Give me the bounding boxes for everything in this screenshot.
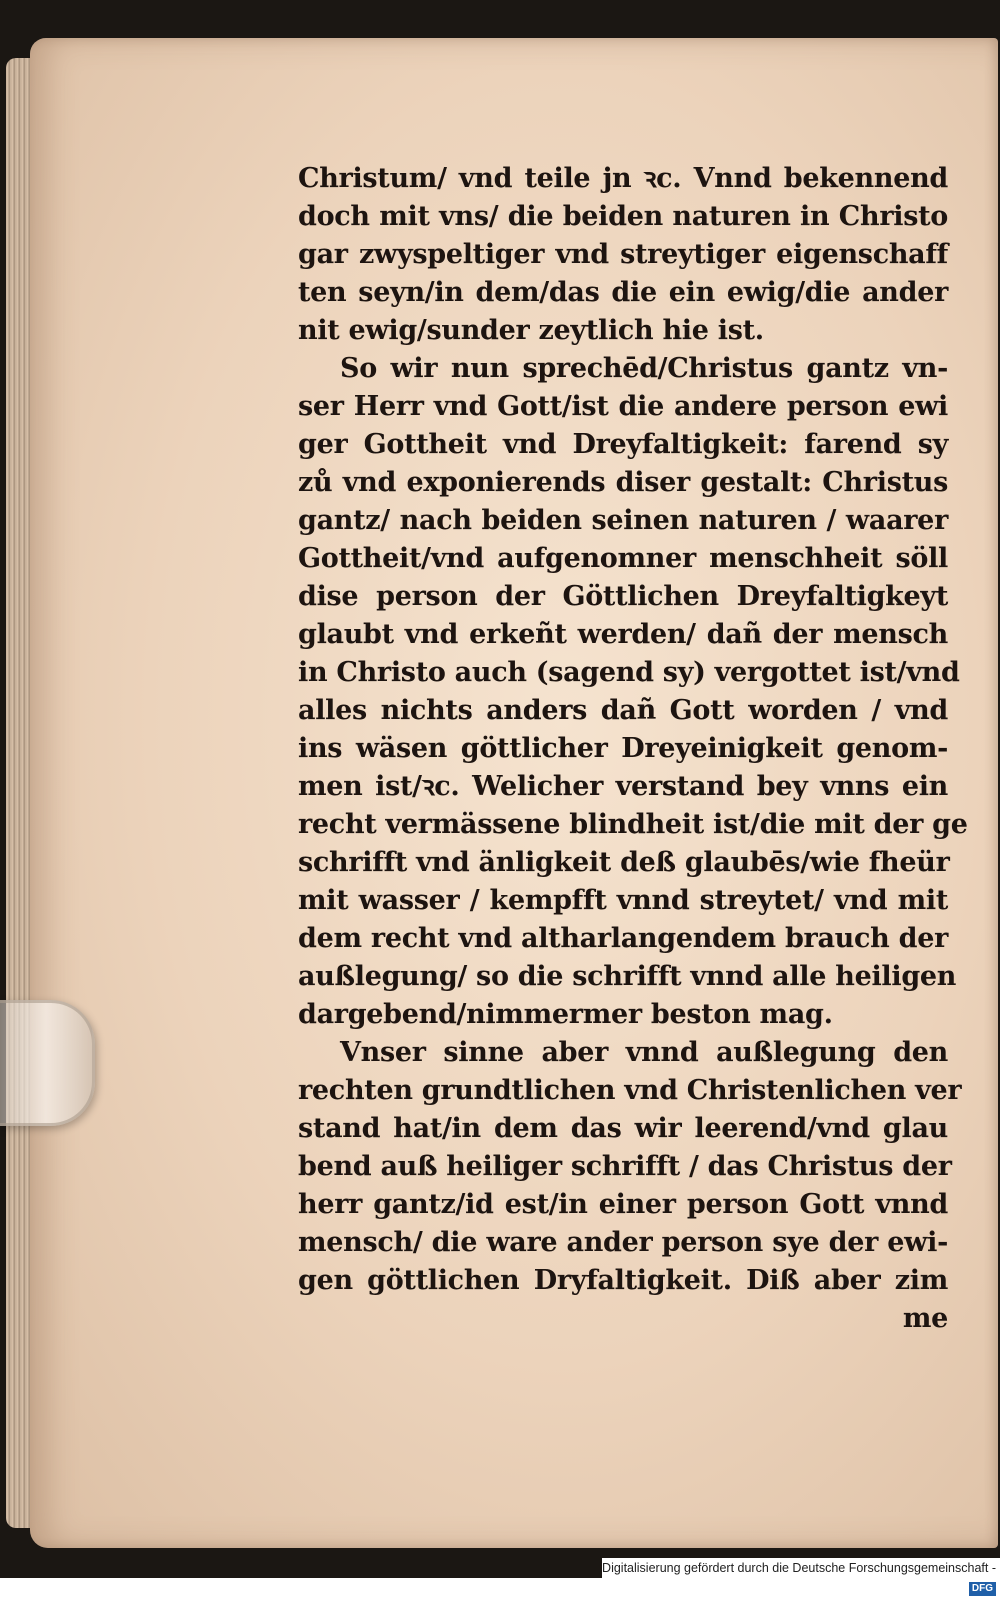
credit-text: Digitalisierung gefördert durch die Deutsche Forschungsgemeinschaft - bbox=[602, 1561, 996, 1575]
text-line: men ist/ꝛc. Welicher verstand bey vnns ein bbox=[298, 771, 948, 802]
text-line: recht vermässene blindheit ist/die mit der ge bbox=[298, 809, 968, 840]
text-line: ins wäsen göttlicher Dreyeinigkeit genom- bbox=[298, 733, 948, 764]
text-line: gar zwyspeltiger vnd streytiger eigenschaff bbox=[298, 239, 948, 270]
text-line: dem recht vnd altharlangendem brauch der bbox=[298, 923, 948, 954]
dfg-logo: DFG bbox=[969, 1582, 996, 1596]
text-line: ten seyn/in dem/das die ein ewig/die ander bbox=[298, 277, 948, 308]
catchword: me bbox=[902, 1303, 948, 1334]
text-line: zů vnd exponierends diser gestalt: Christus bbox=[298, 467, 948, 498]
digitization-credit bbox=[602, 1558, 1000, 1594]
text-line: stand hat/in dem das wir leerend/vnd glau bbox=[298, 1113, 948, 1144]
text-line: Gottheit/vnd aufgenomner menschheit söll bbox=[298, 543, 948, 574]
text-line: Christum/ vnd teile jn ꝛc. Vnnd bekennend bbox=[298, 163, 948, 194]
text-line: nit ewig/sunder zeytlich hie ist. bbox=[298, 315, 764, 346]
text-line: herr gantz/id est/in einer person Gott vnnd bbox=[298, 1189, 948, 1220]
text-line: schrifft vnd änligkeit deß glaubēs/wie fheür bbox=[298, 847, 950, 878]
text-line: in Christo auch (sagend sy) vergottet ist/vnd bbox=[298, 657, 960, 688]
text-line: mit wasser / kempfft vnnd streytet/ vnd mit bbox=[298, 885, 948, 916]
text-line: bend auß heiliger schrifft / das Christus der bbox=[298, 1151, 952, 1182]
text-line: dise person der Göttlichen Dreyfaltigkeyt bbox=[298, 581, 948, 612]
text-line: gen göttlichen Dryfaltigkeit. Diß aber zim bbox=[298, 1265, 948, 1296]
page-clip bbox=[0, 1000, 95, 1126]
text-line: außlegung/ so die schrifft vnnd alle heiligen bbox=[298, 961, 957, 992]
text-line: glaubt vnd erkeñt werden/ dañ der mensch bbox=[298, 619, 948, 650]
text-line: dargebend/nimmermer beston mag. bbox=[298, 999, 833, 1030]
text-line: ger Gottheit vnd Dreyfaltigkeit: farend sy bbox=[298, 429, 948, 460]
text-line: So wir nun sprechēd/Christus gantz vn- bbox=[340, 353, 948, 384]
text-line: gantz/ nach beiden seinen naturen / waarer bbox=[298, 505, 948, 536]
text-line: rechten grundtlichen vnd Christenlichen ver bbox=[298, 1075, 962, 1106]
text-line: Vnser sinne aber vnnd außlegung den bbox=[340, 1037, 948, 1068]
page-text bbox=[298, 160, 968, 1338]
text-line: alles nichts anders dañ Gott worden / vnd bbox=[298, 695, 948, 726]
text-line: ser Herr vnd Gott/ist die andere person ewi bbox=[298, 391, 948, 422]
text-line: doch mit vns/ die beiden naturen in Christo bbox=[298, 201, 948, 232]
text-line: mensch/ die ware ander person sye der ewi- bbox=[298, 1227, 948, 1258]
